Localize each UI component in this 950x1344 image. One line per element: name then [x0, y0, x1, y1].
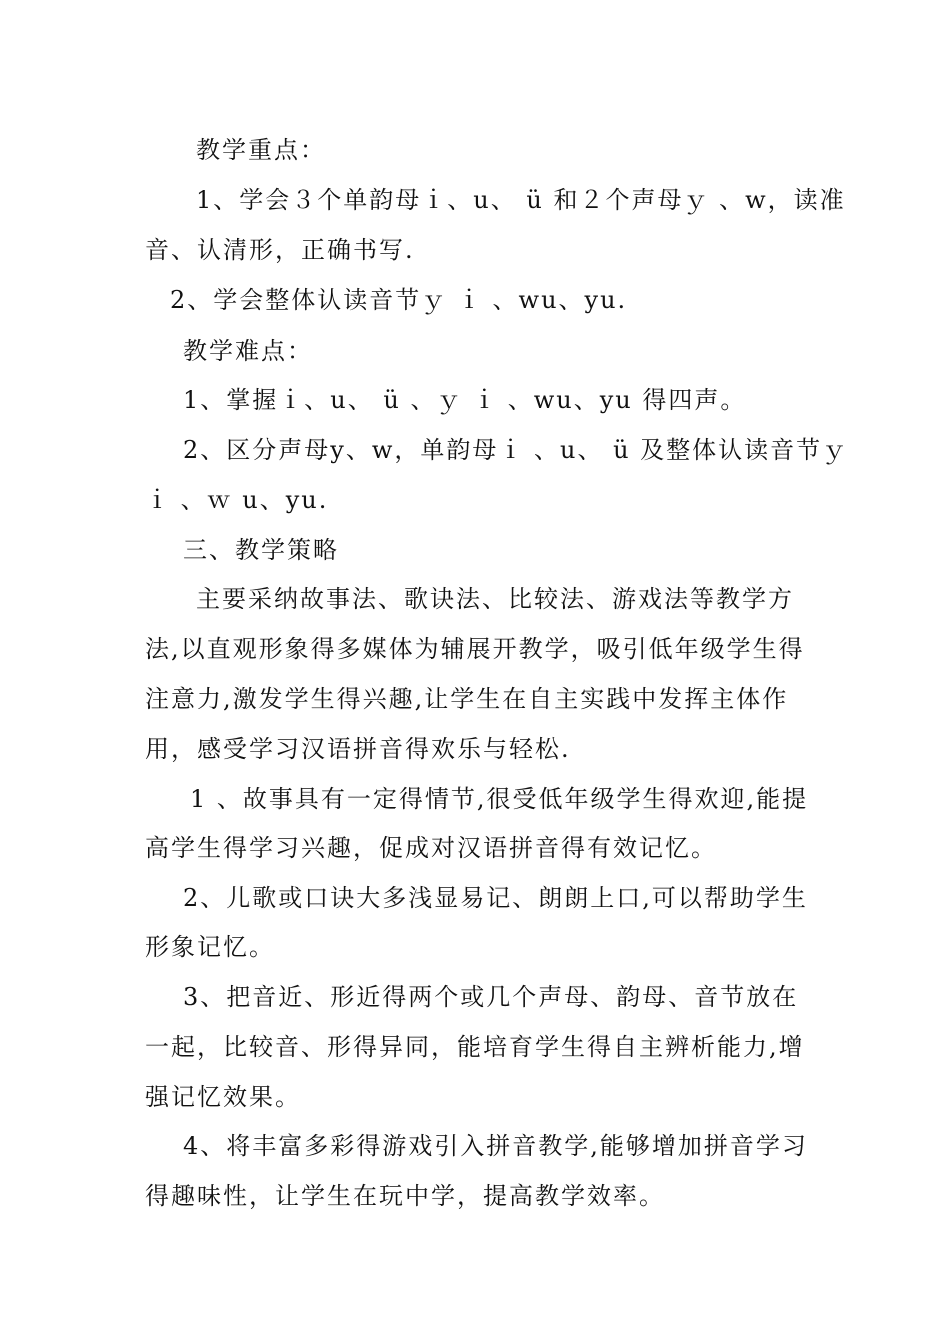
paragraph-line: 形象记忆。	[145, 933, 275, 961]
heading-teaching-focus: 教学重点：	[196, 136, 326, 164]
paragraph-line: 4、将丰富多彩得游戏引入拼音教学,能够增加拼音学习	[183, 1132, 808, 1160]
paragraph-line: 主要采纳故事法、歌诀法、比较法、游戏法等教学方	[196, 585, 794, 613]
paragraph-line: 2、儿歌或口诀大多浅显易记、朗朗上口,可以帮助学生	[183, 884, 808, 912]
paragraph-line: 高学生得学习兴趣，促成对汉语拼音得有效记忆。	[145, 834, 717, 862]
paragraph-line: 1、掌握ｉ、u、 ü 、ｙ ｉ 、wu、yu 得四声。	[183, 386, 747, 414]
heading-teaching-strategy: 三、教学策略	[183, 536, 339, 564]
paragraph-line: 2、区分声母y、w，单韵母ｉ 、u、 ü 及整体认读音节ｙ	[183, 436, 849, 464]
paragraph-line: 得趣味性，让学生在玩中学，提高教学效率。	[145, 1182, 665, 1210]
paragraph-line: ｉ 、ｗ u、yu.	[145, 486, 329, 514]
paragraph-line: 1、学会３个单韵母ｉ、u、 ü 和２个声母ｙ 、w，读准	[196, 186, 846, 214]
paragraph-line: 1 、故事具有一定得情节,很受低年级学生得欢迎,能提	[190, 785, 809, 813]
paragraph-line: 2、学会整体认读音节ｙ ｉ 、wu、yu.	[170, 286, 628, 314]
paragraph-line: 一起，比较音、形得异同，能培育学生得自主辨析能力,增	[145, 1033, 805, 1061]
paragraph-line: 用，感受学习汉语拼音得欢乐与轻松.	[145, 735, 571, 763]
paragraph-line: 3、把音近、形近得两个或几个声母、韵母、音节放在	[183, 983, 799, 1011]
paragraph-line: 强记忆效果。	[145, 1083, 301, 1111]
paragraph-line: 注意力,激发学生得兴趣,让学生在自主实践中发挥主体作	[145, 685, 789, 713]
paragraph-line: 音、认清形，正确书写.	[145, 236, 415, 264]
heading-teaching-difficulty: 教学难点：	[183, 337, 313, 365]
paragraph-line: 法,以直观形象得多媒体为辅展开教学，吸引低年级学生得	[145, 635, 805, 663]
